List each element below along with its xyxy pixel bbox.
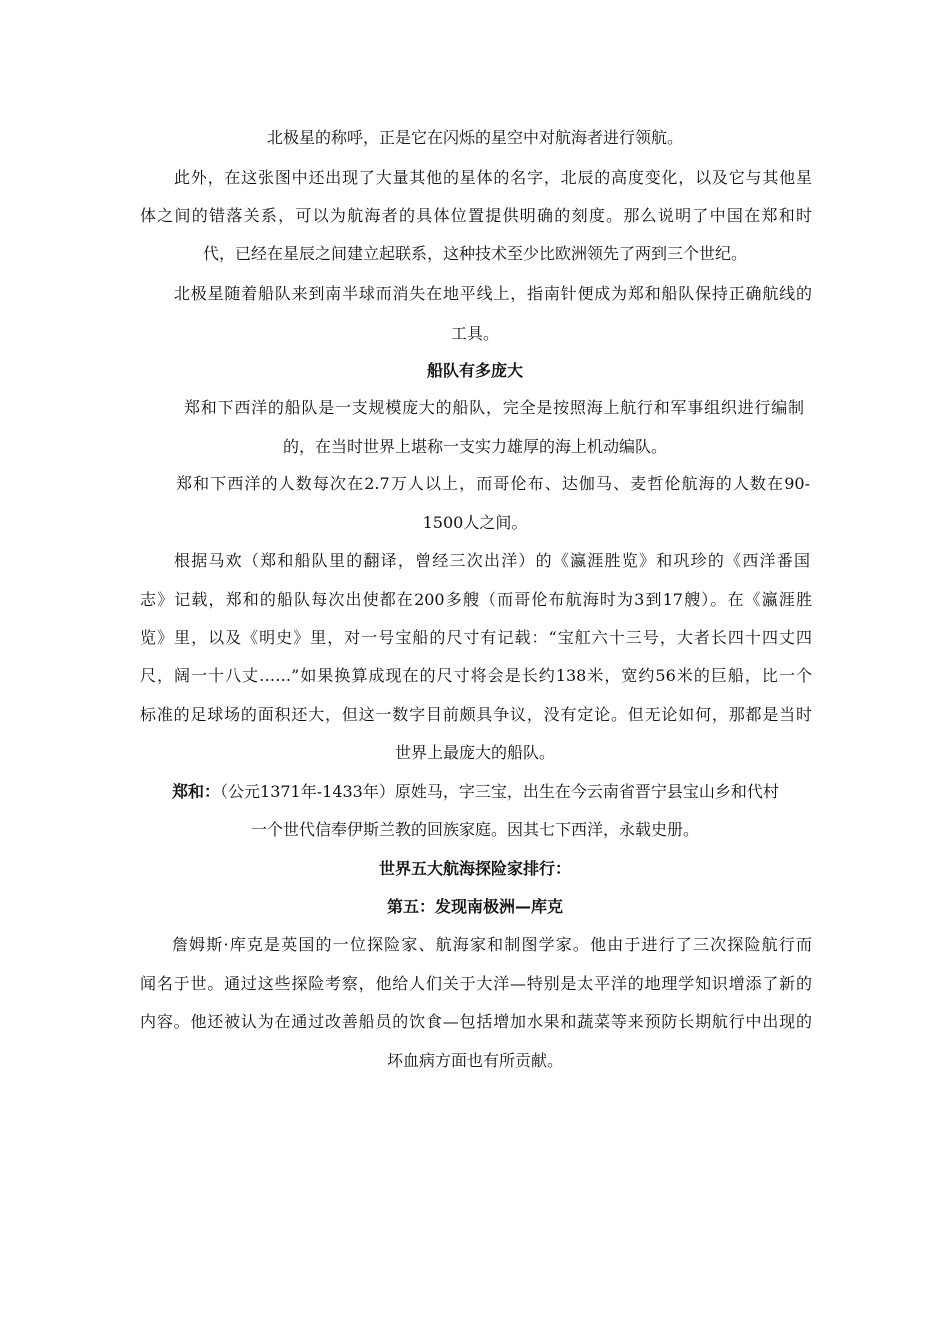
section-heading: 船队有多庞大 xyxy=(426,361,523,380)
paragraph-line: 世界上最庞大的船队。 xyxy=(394,743,555,762)
paragraph-line: 标准的足球场的面积还大，但这一数字目前颇具争议，没有定论。但无论如何，那都是当时 xyxy=(140,705,812,724)
paragraph-line: 一个世代信奉伊斯兰教的回族家庭。因其七下西洋，永载史册。 xyxy=(250,820,699,839)
paragraph-line: 北极星随着船队来到南半球而消失在地平线上，指南针便成为郑和船队保持正确航线的 xyxy=(174,284,812,303)
paragraph-line: 北极星的称呼，正是它在闪烁的星空中对航海者进行领航。 xyxy=(266,128,683,147)
paragraph-line: 的，在当时世界上堪称一支实力雄厚的海上机动编队。 xyxy=(282,437,667,456)
paragraph-line: 代，已经在星辰之间建立起联系，这种技术至少比欧洲领先了两到三个世纪。 xyxy=(202,244,747,263)
paragraph-line: 工具。 xyxy=(450,324,499,343)
paragraph-line: 尺，阔一十八丈……”如果换算成现在的尺寸将会是长约138米，宽约56米的巨船，比一个 xyxy=(140,666,812,685)
paragraph-line: 郑和下西洋的船队是一支规模庞大的船队，完全是按照海上航行和军事组织进行编制 xyxy=(184,398,804,417)
paragraph-line: 詹姆斯·库克是英国的一位探险家、航海家和制图学家。他由于进行了三次探险航行而 xyxy=(172,935,812,954)
paragraph-line: 此外，在这张图中还出现了大量其他的星体的名字，北辰的高度变化，以及它与其他星 xyxy=(174,168,812,187)
paragraph-line: 闻名于世。通过这些探险考察，他给人们关于大洋—特别是太平洋的地理学知识增添了新的 xyxy=(140,974,812,993)
biography-text: （公元1371年-1433年）原姓马，字三宝，出生在今云南省晋宁县宝山乡和代村 xyxy=(220,782,779,801)
paragraph-line: 根据马欢（郑和船队里的翻译，曾经三次出洋）的《瀛涯胜览》和巩珍的《西洋番国 xyxy=(174,551,810,570)
paragraph-line: 内容。他还被认为在通过改善船员的饮食—包括增加水果和蔬菜等来预防长期航行中出现的 xyxy=(140,1012,812,1031)
paragraph-line: 郑和下西洋的人数每次在2.7万人以上，而哥伦布、达伽马、麦哲伦航海的人数在90- xyxy=(176,474,810,493)
paragraph-line: 览》里，以及《明史》里，对一号宝船的尺寸有记载：“宝舡六十三号，大者长四十四丈四 xyxy=(140,628,812,647)
biography-line xyxy=(172,782,812,802)
paragraph-line: 志》记载，郑和的船队每次出使都在200多艘（而哥伦布航海时为3到17艘）。在《瀛涯胜 xyxy=(140,590,812,609)
paragraph-line: 1500人之间。 xyxy=(422,513,528,532)
subsection-heading: 第五：发现南极洲—库克 xyxy=(386,897,563,916)
paragraph-line: 坏血病方面也有所贡献。 xyxy=(386,1051,563,1070)
paragraph-line: 体之间的错落关系，可以为航海者的具体位置提供明确的刻度。那么说明了中国在郑和时 xyxy=(140,206,812,225)
section-heading: 世界五大航海探险家排行： xyxy=(378,859,571,878)
biography-name: 郑和： xyxy=(172,782,221,801)
